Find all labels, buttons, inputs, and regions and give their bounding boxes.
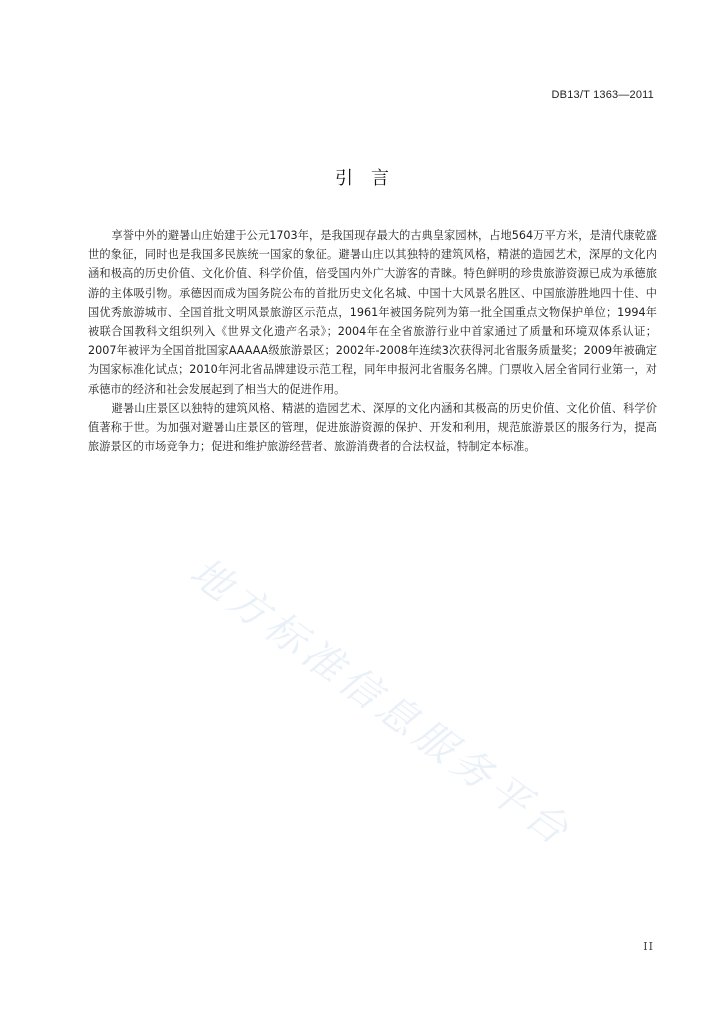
paragraph-2: 避暑山庄景区以独特的建筑风格、精湛的造园艺术、深厚的文化内涵和其极高的历史价值、文化价值、科学价值著称于世。为加强对避暑山庄景区的管理，促进旅游资源的保护、开发和利用，规范旅游景区的服务行为，提高旅游景区的市场竞争力；促进和维护旅游经营者、旅游消费者的合法权益，特制定本标准。 — [88, 401, 657, 454]
paragraph-1: 享誉中外的避暑山庄始建于公元1703年，是我国现存最大的古典皇家园林，占地564万平方米，是清代康乾盛世的象征，同时也是我国多民族统一国家的象征。避暑山庄以其独特的建筑风格，精湛的造园艺术，深厚的文化内涵和极高的历史价值、文化价值、科学价值，倍受国内外广大游客的青睐。特色鲜明的珍贵旅游资源已成为承德旅游的主体吸引物。承德因而成为国务院公布的首批历史文化名城、中国十大风景名胜区、中国旅游胜地四十佳、中国优秀旅游城市、全国首批文明风景旅游区示范点，1961年被国务院列为第一批全国重点文物保护单位；1994年被联合国教科文组织列入《世界文化遗产名录》；2004年在全省旅游行业中首家通过了质量和环境双体系认证；2007年被评为全国首批国家AAAAA级旅游景区；2002年-2008年连续3次获得河北省服务质量奖；2009年被确定为国家标准化试点；2010年河北省品牌建设示范工程，同年申报河北省服务名牌。门票收入居全省同行业第一，对承德市的经济和社会发展起到了相当大的促进作用。 — [88, 229, 657, 396]
page-number: II — [643, 940, 654, 953]
section-title: 引言 — [335, 168, 407, 189]
watermark: 地方标准信息服务平台 — [181, 549, 581, 857]
body-text — [88, 226, 657, 456]
standard-code: DB13/T 1363—2011 — [551, 89, 654, 101]
